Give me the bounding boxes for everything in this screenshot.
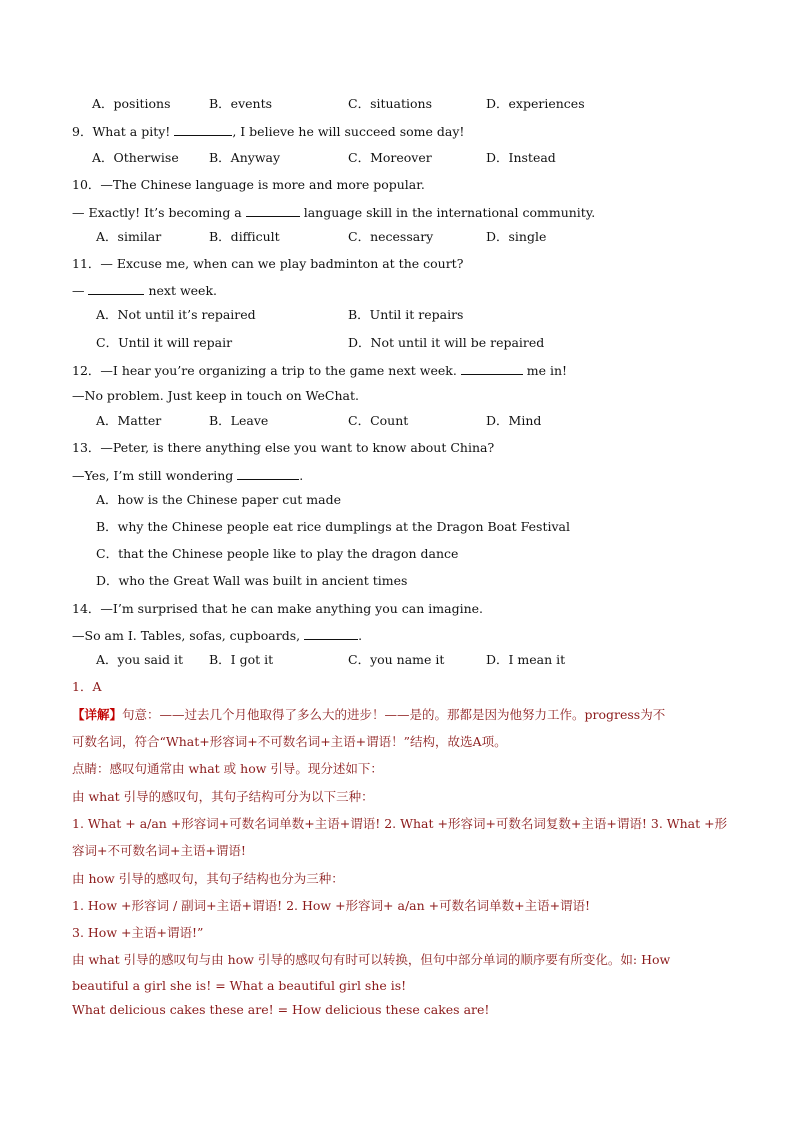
q9-blank [174,123,232,136]
q10-reply [72,204,595,221]
q14-stem: 14．—I’m surprised that he can make anything you can imagine. [72,601,483,616]
q12-option-c: C．Count [348,413,409,428]
q11-option-c: C．Until it will repair [96,335,233,350]
q9-stem-start: 9．What a pity! [72,124,175,139]
q10-option-c: C．necessary [348,229,434,244]
q12-option-d: D．Mind [486,413,542,428]
tip-line-8: 由 what 引导的感叹句与由 how 引导的感叹句有时可以转换，但句中部分单词的顺序要有所变化。如: How [72,952,671,967]
tip-line-3: 1. What + a/an +形容词+可数名词单数+主语+谓语! 2. What +形容词+可数名词复数+主语+谓语! 3. What +形 [72,816,728,831]
q13-blank [237,467,299,480]
q13-option-a: A．how is the Chinese paper cut made [96,492,342,507]
q12-stem [72,362,567,379]
q13-reply-end: . [299,468,304,483]
q12-stem-start: 12．—I hear you’re organizing a trip to the game next week. [72,363,461,378]
q8-option-a: A．positions [92,96,171,111]
q13-option-c: C．that the Chinese people like to play the dragon dance [96,546,459,561]
answer-detail-line-1 [72,707,665,723]
q10-stem: 10．—The Chinese language is more and more popular. [72,177,425,192]
q10-option-b: B．difficult [209,229,280,244]
q9-option-c: C．Moreover [348,150,432,165]
detail-tag: 【详解】 [72,707,123,722]
q8-option-b: B．events [209,96,273,111]
q13-option-d: D．who the Great Wall was built in ancient times [96,573,408,588]
q12-blank [461,362,523,375]
q14-option-c: C．you name it [348,652,445,667]
q14-reply [72,627,362,644]
tip-line-2: 由 what 引导的感叹句，其句子结构可分为以下三种： [72,789,374,804]
q13-option-b: B．why the Chinese people eat rice dumplings at the Dragon Boat Festival [96,519,570,534]
tip-line-9: beautiful a girl she is! = What a beautiful girl she is! [72,978,407,993]
q11-blank [88,282,144,295]
q9-stem-end: , I believe he will succeed some day! [232,124,465,139]
q12-stem-end: me in! [522,363,568,378]
q8-option-d: D．experiences [486,96,585,111]
tip-line-4: 容词+不可数名词+主语+谓语! [72,843,246,858]
tip-line-10: What delicious cakes these are! = How delicious these cakes are! [72,1002,490,1017]
q14-option-a: A．you said it [96,652,183,667]
q12-reply: —No problem. Just keep in touch on WeChat. [72,388,359,403]
q14-option-b: B．I got it [209,652,274,667]
tip-line-5: 由 how 引导的感叹句，其句子结构也分为三种： [72,871,344,886]
tip-line-1: 点睛：感叹句通常由 what 或 how 引导。现分述如下： [72,761,383,776]
q14-option-d: D．I mean it [486,652,566,667]
q11-option-b: B．Until it repairs [348,307,464,322]
q14-reply-end: . [358,628,363,643]
q12-option-b: B．Leave [209,413,269,428]
q9-option-b: B．Anyway [209,150,281,165]
q10-reply-start: — Exactly! It’s becoming a [72,205,246,220]
answer-number: 1．A [72,679,102,694]
q10-option-a: A．similar [96,229,162,244]
q13-stem: 13．—Peter, is there anything else you want to know about China? [72,440,495,455]
q11-option-d: D．Not until it will be repaired [348,335,545,350]
q9-option-d: D．Instead [486,150,556,165]
q13-reply-start: —Yes, I’m still wondering [72,468,238,483]
q9-stem [72,123,464,140]
q14-blank [304,627,358,640]
q8-option-c: C．situations [348,96,433,111]
q11-stem: 11．— Excuse me, when can we play badminton at the court? [72,256,464,271]
detail-text-1: 句意：——过去几个月他取得了多么大的进步！——是的。那都是因为他努力工作。progress为不 [122,707,666,722]
q10-reply-end: language skill in the international community. [299,205,596,220]
q11-option-a: A．Not until it’s repaired [96,307,256,322]
q12-option-a: A．Matter [96,413,162,428]
answer-detail-line-2: 可数名词，符合“What+形容词+不可数名词+主语+谓语！”结构，故选A项。 [72,734,507,749]
q11-reply-end: next week. [144,283,217,298]
q14-reply-start: —So am I. Tables, sofas, cupboards, [72,628,305,643]
tip-line-7: 3. How +主语+谓语!” [72,925,204,940]
q9-option-a: A．Otherwise [92,150,179,165]
q10-blank [246,204,300,217]
q11-reply [72,282,217,299]
q10-option-d: D．single [486,229,547,244]
tip-line-6: 1. How +形容词 / 副词+主语+谓语! 2. How +形容词+ a/an +可数名词单数+主语+谓语! [72,898,591,913]
q13-reply [72,467,303,484]
q11-reply-start: — [72,283,89,298]
